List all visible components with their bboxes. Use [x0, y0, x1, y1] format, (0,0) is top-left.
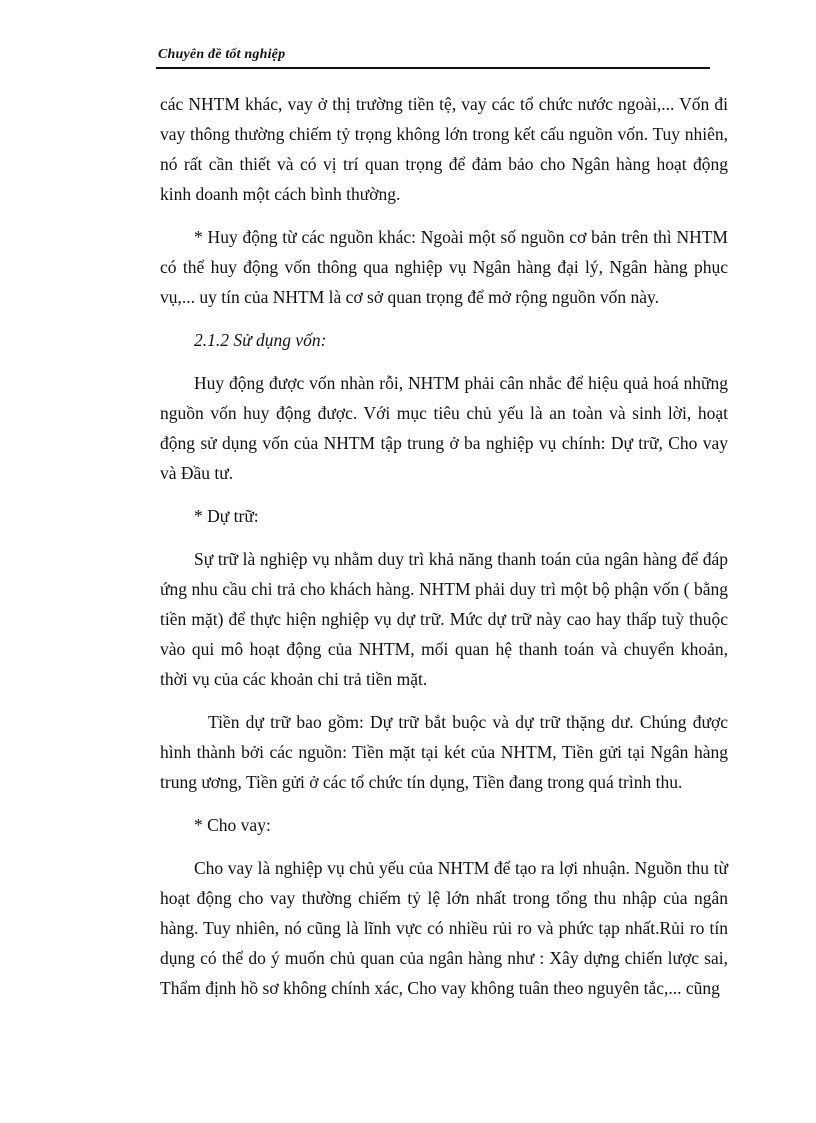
- subheading-lending: * Cho vay:: [194, 815, 271, 835]
- header-rule: [156, 67, 710, 69]
- paragraph-reserve-composition: Tiền dự trữ bao gồm: Dự trữ bắt buộc và dự trữ thặng dư. Chúng được hình thành bởi các nguồn: Tiền mặt tại két của NHTM, Tiền gửi tại Ngân hàng trung ương, Tiền gửi ở các tổ chức tín dụng, Tiền đang trong quá trình thu.: [160, 712, 728, 792]
- body-text: [160, 89, 728, 1003]
- paragraph-lending: Cho vay là nghiệp vụ chủ yếu của NHTM để tạo ra lợi nhuận. Nguồn thu từ hoạt động cho vay thường chiếm tỷ lệ lớn nhất trong tổng thu nhập của ngân hàng. Tuy nhiên, nó cũng là lĩnh vực có nhiều rủi ro và phức tạp nhất.Rủi ro tín dụng có thể do ý muốn chủ quan của ngân hàng như : Xây dựng chiến lược sai, Thẩm định hồ sơ không chính xác, Cho vay không tuân theo nguyên tắc,... cũng: [160, 858, 728, 998]
- subheading-reserves: * Dự trữ:: [194, 506, 259, 526]
- running-header-title: Chuyên đề tốt nghiệp: [158, 47, 286, 62]
- paragraph-borrowed-capital: các NHTM khác, vay ở thị trường tiền tệ, vay các tổ chức nước ngoài,... Vốn đi vay thông thường chiếm tỷ trọng không lớn trong kết cấu nguồn vốn. Tuy nhiên, nó rất cần thiết và có vị trí quan trọng để đảm bảo cho Ngân hàng hoạt động kinh doanh một cách bình thường.: [160, 94, 728, 204]
- section-heading-use-of-capital: 2.1.2 Sử dụng vốn:: [194, 330, 327, 350]
- paragraph-reserves: Sự trữ là nghiệp vụ nhằm duy trì khả năng thanh toán của ngân hàng để đáp ứng nhu cầu chi trả cho khách hàng. NHTM phải duy trì một bộ phận vốn ( bằng tiền mặt) để thực hiện nghiệp vụ dự trữ. Mức dự trữ này cao hay thấp tuỳ thuộc vào qui mô hoạt động của NHTM, mối quan hệ thanh toán và chuyển khoản, thời vụ của các khoản chi trả tiền mặt.: [160, 549, 728, 689]
- paragraph-other-sources: * Huy động từ các nguồn khác: Ngoài một số nguồn cơ bản trên thì NHTM có thể huy động vốn thông qua nghiệp vụ Ngân hàng đại lý, Ngân hàng phục vụ,... uy tín của NHTM là cơ sở quan trọng để mở rộng nguồn vốn này.: [160, 227, 728, 307]
- paragraph-use-of-capital: Huy động được vốn nhàn rỗi, NHTM phải cân nhắc để hiệu quả hoá những nguồn vốn huy động được. Với mục tiêu chủ yếu là an toàn và sinh lời, hoạt động sử dụng vốn của NHTM tập trung ở ba nghiệp vụ chính: Dự trữ, Cho vay và Đầu tư.: [160, 373, 728, 483]
